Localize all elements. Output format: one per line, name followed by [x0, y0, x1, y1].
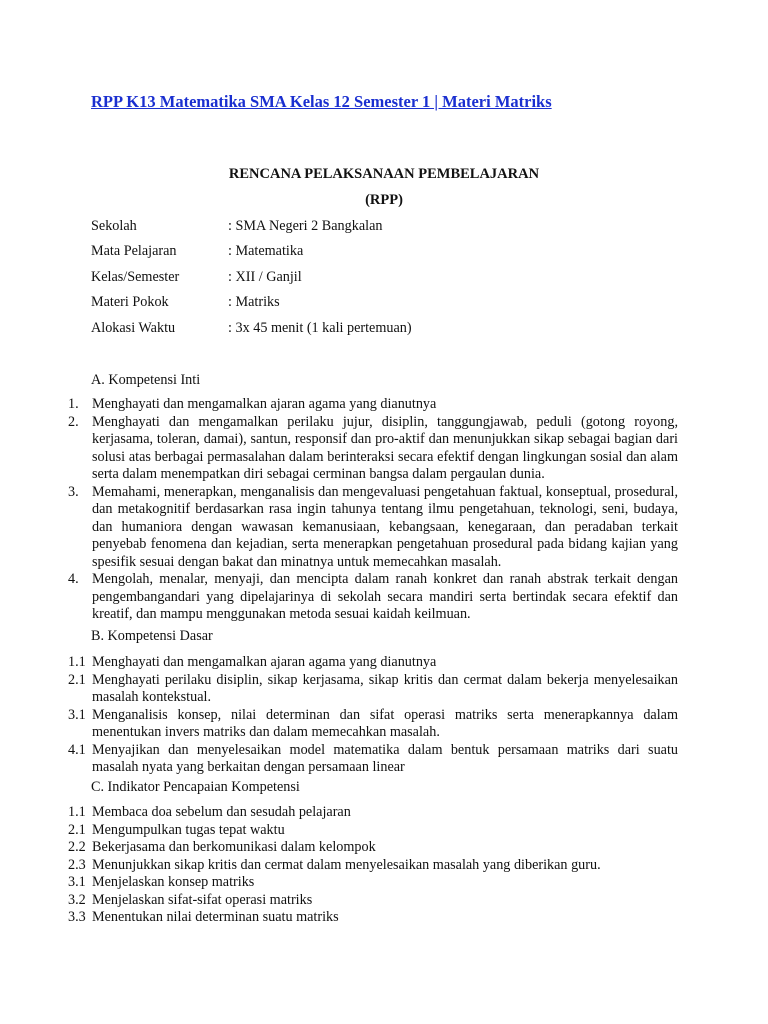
info-label: Kelas/Semester [91, 269, 180, 285]
info-value: : Matriks [228, 294, 280, 310]
item-text: Menjelaskan sifat-sifat operasi matriks [92, 891, 313, 908]
info-label: Mata Pelajaran [91, 243, 177, 259]
section-b-title: B. Kompetensi Dasar [91, 628, 213, 644]
item-number: 3. [68, 483, 79, 500]
list-item [68, 742, 678, 777]
info-value: : 3x 45 menit (1 kali pertemuan) [228, 320, 412, 336]
item-number: 1.1 [68, 654, 86, 670]
list-item [68, 414, 678, 484]
item-number: 2.1 [68, 821, 86, 838]
list-item [68, 839, 678, 857]
list-item [68, 909, 678, 927]
item-number: 2.3 [68, 856, 86, 873]
info-value: : SMA Negeri 2 Bangkalan [228, 218, 383, 234]
list-item [68, 484, 678, 572]
list-item [68, 672, 678, 707]
item-text: Menghayati perilaku disiplin, sikap kerjasama, sikap kritis dan cermat dalam bekerja menyelesaikan masalah kontekstual. [92, 671, 678, 705]
item-number: 2. [68, 413, 79, 430]
item-text: Menunjukkan sikap kritis dan cermat dalam menyelesaikan masalah yang diberikan guru. [92, 856, 601, 873]
item-text: Menentukan nilai determinan suatu matriks [92, 909, 339, 925]
item-text: Membaca doa sebelum dan sesudah pelajaran [92, 804, 351, 820]
item-number: 3.1 [68, 874, 86, 890]
list-item [68, 857, 678, 875]
info-label: Sekolah [91, 218, 137, 234]
info-label: Alokasi Waktu [91, 320, 176, 336]
list-item [68, 707, 678, 742]
section-a-title: A. Kompetensi Inti [91, 372, 201, 388]
section-c-title: C. Indikator Pencapaian Kompetensi [91, 779, 300, 795]
list-item [68, 822, 678, 840]
info-value: : Matematika [228, 243, 304, 259]
item-number: 4. [68, 571, 79, 587]
item-text: Menyajikan dan menyelesaikan model matematika dalam bentuk persamaan matriks dari suatu masalah nyata yang berkaitan dengan persamaan linear [92, 741, 678, 775]
list-item [68, 396, 678, 414]
item-text: Mengumpulkan tugas tepat waktu [92, 821, 285, 838]
item-text: Menghayati dan mengamalkan ajaran agama yang dianutnya [92, 396, 437, 412]
list-item [68, 571, 678, 624]
list-item [68, 892, 678, 910]
title-link[interactable]: RPP K13 Matematika SMA Kelas 12 Semester 1 | Materi Matriks [91, 92, 552, 111]
info-value: : XII / Ganjil [228, 269, 302, 285]
item-text: Bekerjasama dan berkomunikasi dalam kelompok [92, 839, 376, 855]
item-text: Memahami, menerapkan, menganalisis dan mengevaluasi pengetahuan faktual, konseptual, prosedural, dan metakognitif berdasarkan rasa ingin tahunya tentang ilmu pengetahuan, teknologi, seni, budaya, dan humaniora dengan wawasan kemanusiaan, kebangsaan, kenegaraan, dan peradaban terkait penyebab fenomena dan kejadian, serta menerapkan pengetahuan prosedural pada bidang kajian yang spesifik sesuai dengan bakat dan minatnya untuk memecahkan masalah. [92, 483, 678, 570]
item-number: 3.2 [68, 891, 86, 908]
item-text: Menjelaskan konsep matriks [92, 874, 255, 890]
section-c-list [68, 804, 678, 927]
item-number: 1. [68, 396, 79, 412]
item-text: Menganalisis konsep, nilai determinan dan sifat operasi matriks serta menerapkannya dalam menentukan invers matriks dan dalam memecahkan masalah. [92, 706, 678, 740]
item-number: 3.1 [68, 706, 86, 723]
item-number: 1.1 [68, 804, 86, 820]
item-number: 3.3 [68, 909, 86, 925]
item-number: 4.1 [68, 741, 86, 758]
section-a-list [68, 396, 678, 624]
item-text: Mengolah, menalar, menyaji, dan mencipta dalam ranah konkret dan ranah abstrak terkait dengan pengembangandari yang dipelajarinya di sekolah secara mandiri serta bertindak secara efektif dan kreatif, dan mampu menggunakan metoda sesuai kaidah keilmuan. [92, 571, 678, 622]
item-text: Menghayati dan mengamalkan ajaran agama yang dianutnya [92, 654, 437, 670]
list-item [68, 654, 678, 672]
item-text: Menghayati dan mengamalkan perilaku jujur, disiplin, tanggungjawab, peduli (gotong royong, kerjasama, toleran, damai), santun, responsif dan pro-aktif dan menunjukkan sikap sebagai bagian dari solusi atas berbagai permasalahan dalam berinteraksi secara efektif dengan lingkungan sosial dan alam serta dalam menempatkan diri sebagai cerminan bangsa dalam pergaulan dunia. [92, 413, 678, 482]
item-number: 2.1 [68, 671, 86, 688]
list-item [68, 874, 678, 892]
rpp-heading: RENCANA PELAKSANAAN PEMBELAJARAN [228, 166, 540, 182]
list-item [68, 804, 678, 822]
item-number: 2.2 [68, 839, 86, 855]
rpp-subheading: (RPP) [365, 192, 403, 208]
info-label: Materi Pokok [91, 294, 169, 310]
section-b-list [68, 654, 678, 777]
